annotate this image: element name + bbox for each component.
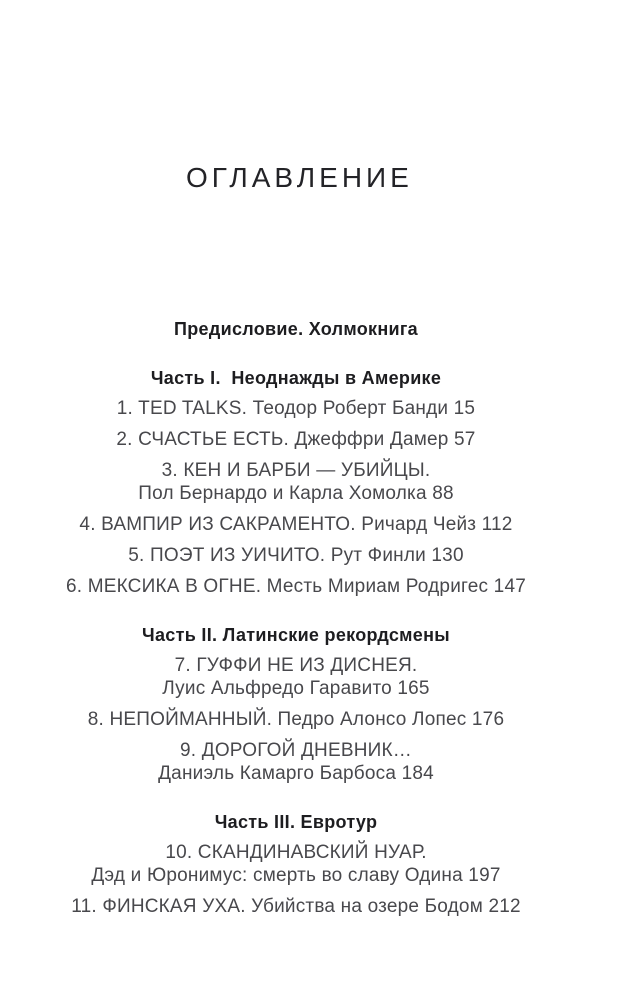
toc-entry-line: 9. ДОРОГОЙ ДНЕВНИК… [180,740,412,761]
toc-entry-line: 4. ВАМПИР ИЗ САКРАМЕНТО. Ричард Чейз 112 [79,514,513,535]
toc-entry-line: 2. СЧАСТЬЕ ЕСТЬ. Джеффри Дамер 57 [116,429,476,450]
toc-entry [0,575,592,598]
toc-preface-entry: Предисловие. Холмокнига [174,319,418,339]
page-title: ОГЛАВЛЕНИЕ [186,162,413,193]
toc-entry-line: 11. ФИНСКАЯ УХА. Убийства на озере Бодом 212 [71,896,521,917]
toc-entry-line: Дэд и Юронимус: смерть во славу Одина 197 [91,865,501,886]
toc-entry-line: 1. TED TALKS. Теодор Роберт Банди 15 [116,398,476,419]
toc-entry-line: Даниэль Камарго Барбоса 184 [158,763,434,784]
toc-entry [0,739,592,785]
toc-parts [0,367,592,918]
part-heading: Часть I. Неоднажды в Америке [150,368,442,388]
part-heading: Часть II. Латинские рекордсмены [142,625,450,645]
toc-entry-line: 5. ПОЭТ ИЗ УИЧИТО. Рут Финли 130 [128,545,464,566]
toc-entry-line: 6. МЕКСИКА В ОГНЕ. Месть Мириам Родригес 147 [66,576,526,597]
toc-entry [0,513,592,536]
toc-entry [0,895,592,918]
toc-entry [0,708,592,731]
toc-entry [0,459,592,505]
part-heading: Часть III. Евротур [214,812,378,832]
toc-entry [0,654,592,700]
toc-entry [0,397,592,420]
toc-entry-line: 8. НЕПОЙМАННЫЙ. Педро Алонсо Лопес 176 [87,709,505,730]
toc-entry-line: 3. КЕН И БАРБИ — УБИЙЦЫ. [161,460,431,481]
toc-entry-line: 10. СКАНДИНАВСКИЙ НУАР. [165,842,427,863]
toc-entry-line: 7. ГУФФИ НЕ ИЗ ДИСНЕЯ. [174,655,418,676]
toc-entry-line: Луис Альфредо Гаравито 165 [162,678,430,699]
toc-entry [0,841,592,887]
table-of-contents [0,318,592,926]
toc-entry-line: Пол Бернардо и Карла Хомолка 88 [138,483,454,504]
toc-entry [0,544,592,567]
toc-entry [0,428,592,451]
